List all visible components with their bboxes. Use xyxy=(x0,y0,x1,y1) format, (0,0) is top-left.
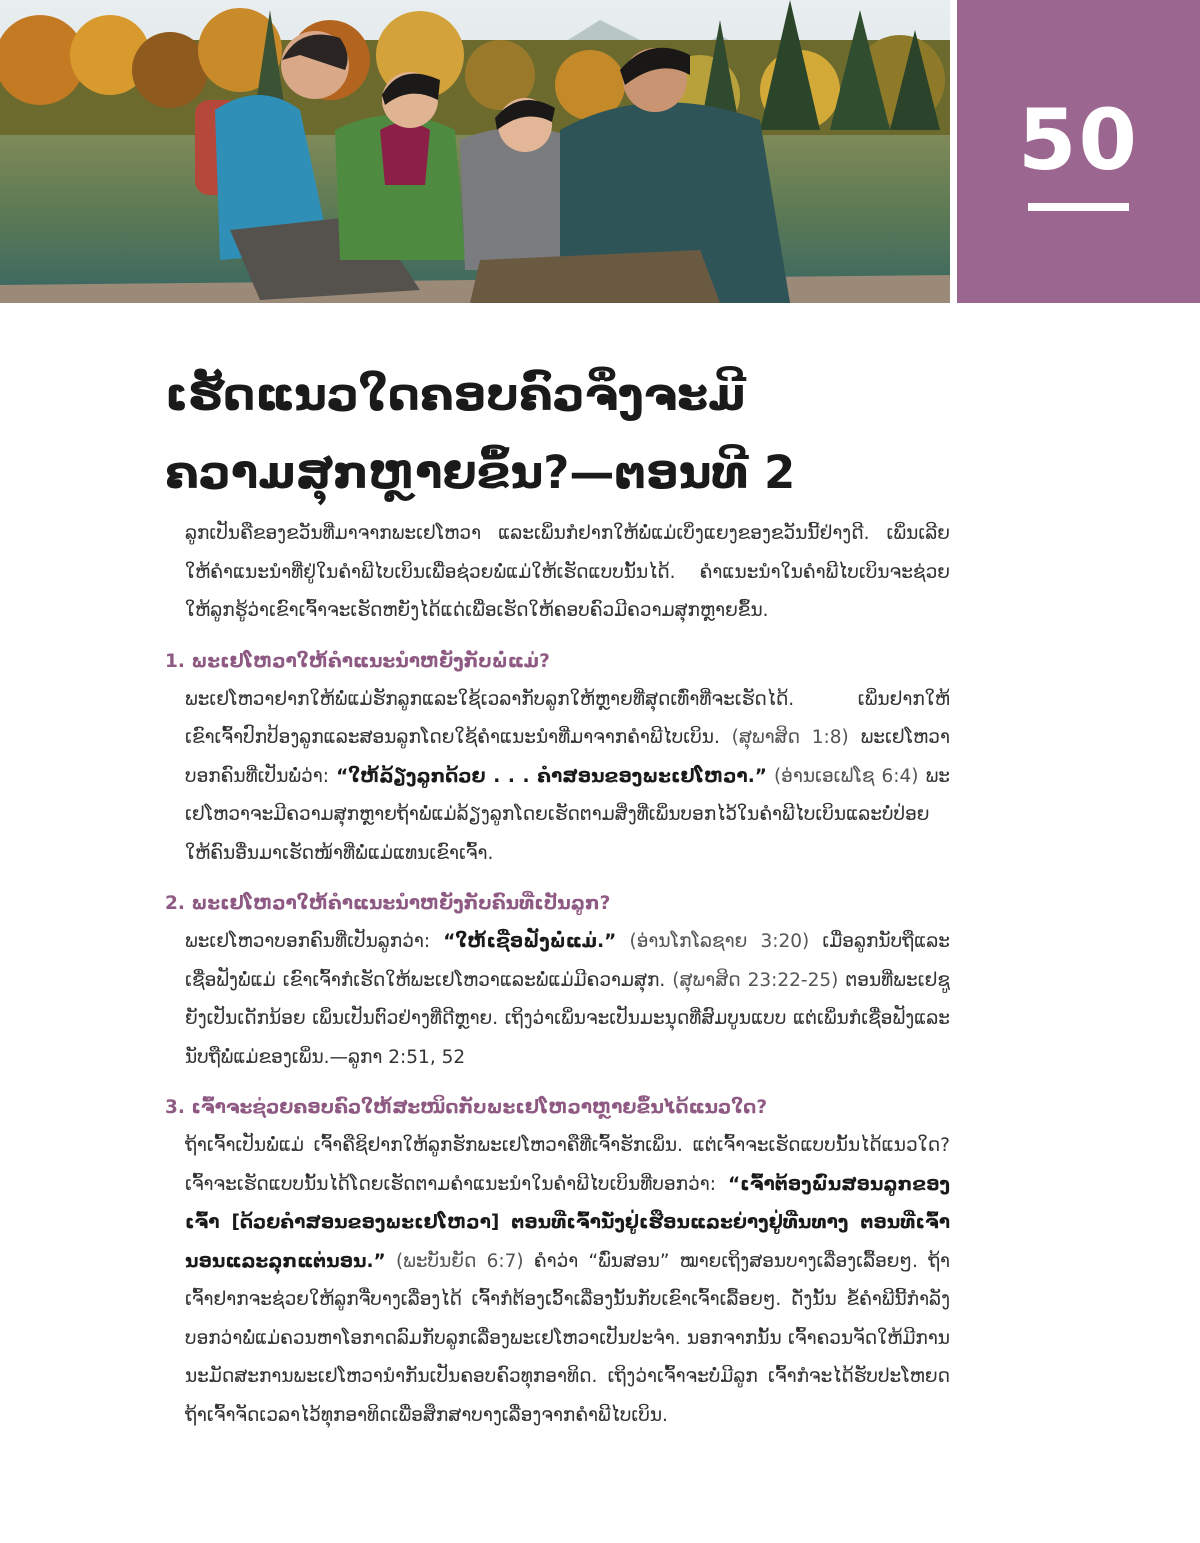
title-line-2: ຄວາມສຸກຫຼາຍຂຶ້ນ?—ຕອນທີ 2 xyxy=(165,446,796,499)
lesson-title xyxy=(165,356,965,512)
q1-ref-1[interactable]: (ສຸພາສິດ 1:8) xyxy=(731,727,849,748)
lesson-number: 50 xyxy=(1018,91,1139,189)
q1-quote: “ໃຫ້ລ້ຽງລູກດ້ວຍ . . . ຄຳສອນຂອງພະເຢໂຫວາ.” xyxy=(336,765,767,787)
q1-ref-2[interactable]: (ອ່ານເອເຟໂຊ 6:4) xyxy=(773,765,919,787)
q3-text-2: ຄຳວ່າ “ພົ່ນສອນ” ໝາຍເຖິງສອນບາງເລື່ອງເລື້ອຍໆ. ຖ້າເຈົ້າຢາກຈະຊ່ວຍໃຫ້ລູກຈື່ບາງເລື່ອງໄດ້ ເຈົ້າກໍຕ້ອງເວົ້າເລື່ອງນັ້ນກັບເຂົາເຈົ້າເລື້ອຍໆ. ດັ່ງນັ້ນ ຂໍ້ຄຳພີນີ້ກຳລັງບອກວ່າພໍ່ແມ່ຄວນຫາໂອກາດລົມກັບລູກເລື່ອງພະເຢໂຫວາເປັນປະຈຳ. ນອກຈາກນັ້ນ ເຈົ້າຄວນຈັດໃຫ້ມີການນະມັດສະການພະເຢໂຫວານຳກັນເປັນຄອບຄົວທຸກອາທິດ. ເຖິງວ່າເຈົ້າຈະບໍ່ມີລູກ ເຈົ້າກໍຈະໄດ້ຮັບປະໂຫຍດຖ້າເຈົ້າຈັດເວລາໄວ້ທຸກອາທິດເພື່ອສຶກສາບາງເລື່ອງຈາກຄຳພີໄບເບິນ. xyxy=(185,1250,951,1426)
question-2-text xyxy=(165,923,950,1077)
q2-ref-2[interactable]: (ສຸພາສິດ 23:22-25) xyxy=(672,969,839,991)
lesson-content xyxy=(165,515,950,1435)
q2-quote: “ໃຫ້ເຊື່ອຟັງພໍ່ແມ່.” xyxy=(443,931,617,952)
q2-text-2: ເມື່ອລູກນັບຖືແລະເຊື່ອຟັງພໍ່ແມ່ ເຂົາເຈົ້າກໍເຮັດໃຫ້ພະເຢໂຫວາແລະພໍ່ແມ່ມີຄວາມສຸກ. xyxy=(185,931,950,991)
q3-ref-1[interactable]: (ພະບັນຍັດ 6:7) xyxy=(395,1250,524,1272)
header-photo xyxy=(0,0,950,303)
question-2-heading: 2. ພະເຢໂຫວາໃຫ້ຄຳແນະນຳຫຍັງກັບຄົນທີ່ເປັນລູກ? xyxy=(165,893,611,914)
question-3-heading: 3. ເຈົ້າຈະຊ່ວຍຄອບຄົວໃຫ້ສະໜິດກັບພະເຢໂຫວາຫຼາຍຂຶ້ນໄດ້ແນວໃດ? xyxy=(165,1097,768,1118)
question-1-heading: 1. ພະເຢໂຫວາໃຫ້ຄຳແນະນຳຫຍັງກັບພໍ່ແມ່? xyxy=(165,650,550,672)
lesson-number-underline xyxy=(1028,203,1129,211)
q2-ref-1[interactable]: (ອ່ານໂກໂລຊາຍ 3:20) xyxy=(629,931,810,952)
intro-paragraph: ລູກເປັນຄືຂອງຂວັນທີ່ມາຈາກພະເຢໂຫວາ ແລະເພິ່ນກໍຢາກໃຫ້ພໍ່ແມ່ເບິ່ງແຍງຂອງຂວັນນີ້ຢ່າງດີ. ເພິ່ນເລີຍໃຫ້ຄຳແນະນຳທີ່ຢູ່ໃນຄຳພີໄບເບິນເພື່ອຊ່ວຍພໍ່ແມ່ໃຫ້ເຮັດແບບນັ້ນໄດ້. ຄຳແນະນຳໃນຄຳພີໄບເບິນຈະຊ່ວຍໃຫ້ລູກຮູ້ວ່າເຂົາເຈົ້າຈະເຮັດຫຍັງໄດ້ແດ່ເພື່ອເຮັດໃຫ້ຄອບຄົວມີຄວາມສຸກຫຼາຍຂຶ້ນ. xyxy=(185,523,950,621)
title-line-1: ເຮັດແນວໃດຄອບຄົວຈຶ່ງຈະມີ xyxy=(165,368,746,421)
question-3-text xyxy=(165,1127,950,1435)
q3-text-1: ຖ້າເຈົ້າເປັນພໍ່ແມ່ ເຈົ້າຄືຊິຢາກໃຫ້ລູກຮັກພະເຢໂຫວາຄືທີ່ເຈົ້າຮັກເພິ່ນ. ແຕ່ເຈົ້າຈະເຮັດແບບນັ້ນໄດ້ແນວໃດ? ເຈົ້າຈະເຮັດແບບນັ້ນໄດ້ໂດຍເຮັດຕາມຄຳແນະນຳໃນຄຳພີໄບເບິນທີ່ບອກວ່າ: xyxy=(185,1135,950,1195)
q2-text-3: ຕອນທີ່ພະເຢຊູຍັງເປັນເດັກນ້ອຍ ເພິ່ນເປັນຕົວຢ່າງທີ່ດີຫຼາຍ. ເຖິງວ່າເພິ່ນຈະເປັນມະນຸດທີ່ສົມບູນແບບ ແຕ່ເພິ່ນກໍເຊື່ອຟັງແລະນັບຖືພໍ່ແມ່ຂອງເພິ່ນ.—ລູກາ 2:51, 52 xyxy=(185,969,950,1068)
q1-text-3: ພະເຢໂຫວາຈະມີຄວາມສຸກຫຼາຍຖ້າພໍ່ແມ່ລ້ຽງລູກໂດຍເຮັດຕາມສິ່ງທີ່ເພິ່ນບອກໄວ້ໃນຄຳພີໄບເບິນແລະບໍ່ປ່ອຍໃຫ້ຄົນອື່ນມາເຮັດໜ້າທີ່ພໍ່ແມ່ແທນເຂົາເຈົ້າ. xyxy=(185,765,950,864)
family-by-lake-image xyxy=(0,0,950,303)
q1-text-1: ພະເຢໂຫວາຢາກໃຫ້ພໍ່ແມ່ຮັກລູກແລະໃຊ້ເວລາກັບລູກໃຫ້ຫຼາຍທີ່ສຸດເທົ່າທີ່ຈະເຮັດໄດ້. ເພິ່ນຢາກໃຫ້ເຂົາເຈົ້າປົກປ້ອງລູກແລະສອນລູກໂດຍໃຊ້ຄຳແນະນຳທີ່ມາຈາກຄຳພີໄບເບິນ. xyxy=(185,688,950,748)
lesson-number-box xyxy=(957,0,1200,303)
question-1-text xyxy=(165,681,950,874)
q1-text-2: ພະເຢໂຫວາບອກຄົນທີ່ເປັນພໍ່ວ່າ: xyxy=(185,727,950,787)
q2-text-1: ພະເຢໂຫວາບອກຄົນທີ່ເປັນລູກວ່າ: xyxy=(185,931,431,952)
q3-quote: “ເຈົ້າຕ້ອງພົ່ນສອນລູກຂອງເຈົ້າ [ດ້ວຍຄຳສອນຂອງພະເຢໂຫວາ] ຕອນທີ່ເຈົ້ານັ່ງຢູ່ເຮືອນແລະຍ່າງຢູ່ທີ່ນທາງ ຕອນທີ່ເຈົ້ານອນແລະລຸກແຕ່ນອນ.” xyxy=(185,1173,950,1272)
